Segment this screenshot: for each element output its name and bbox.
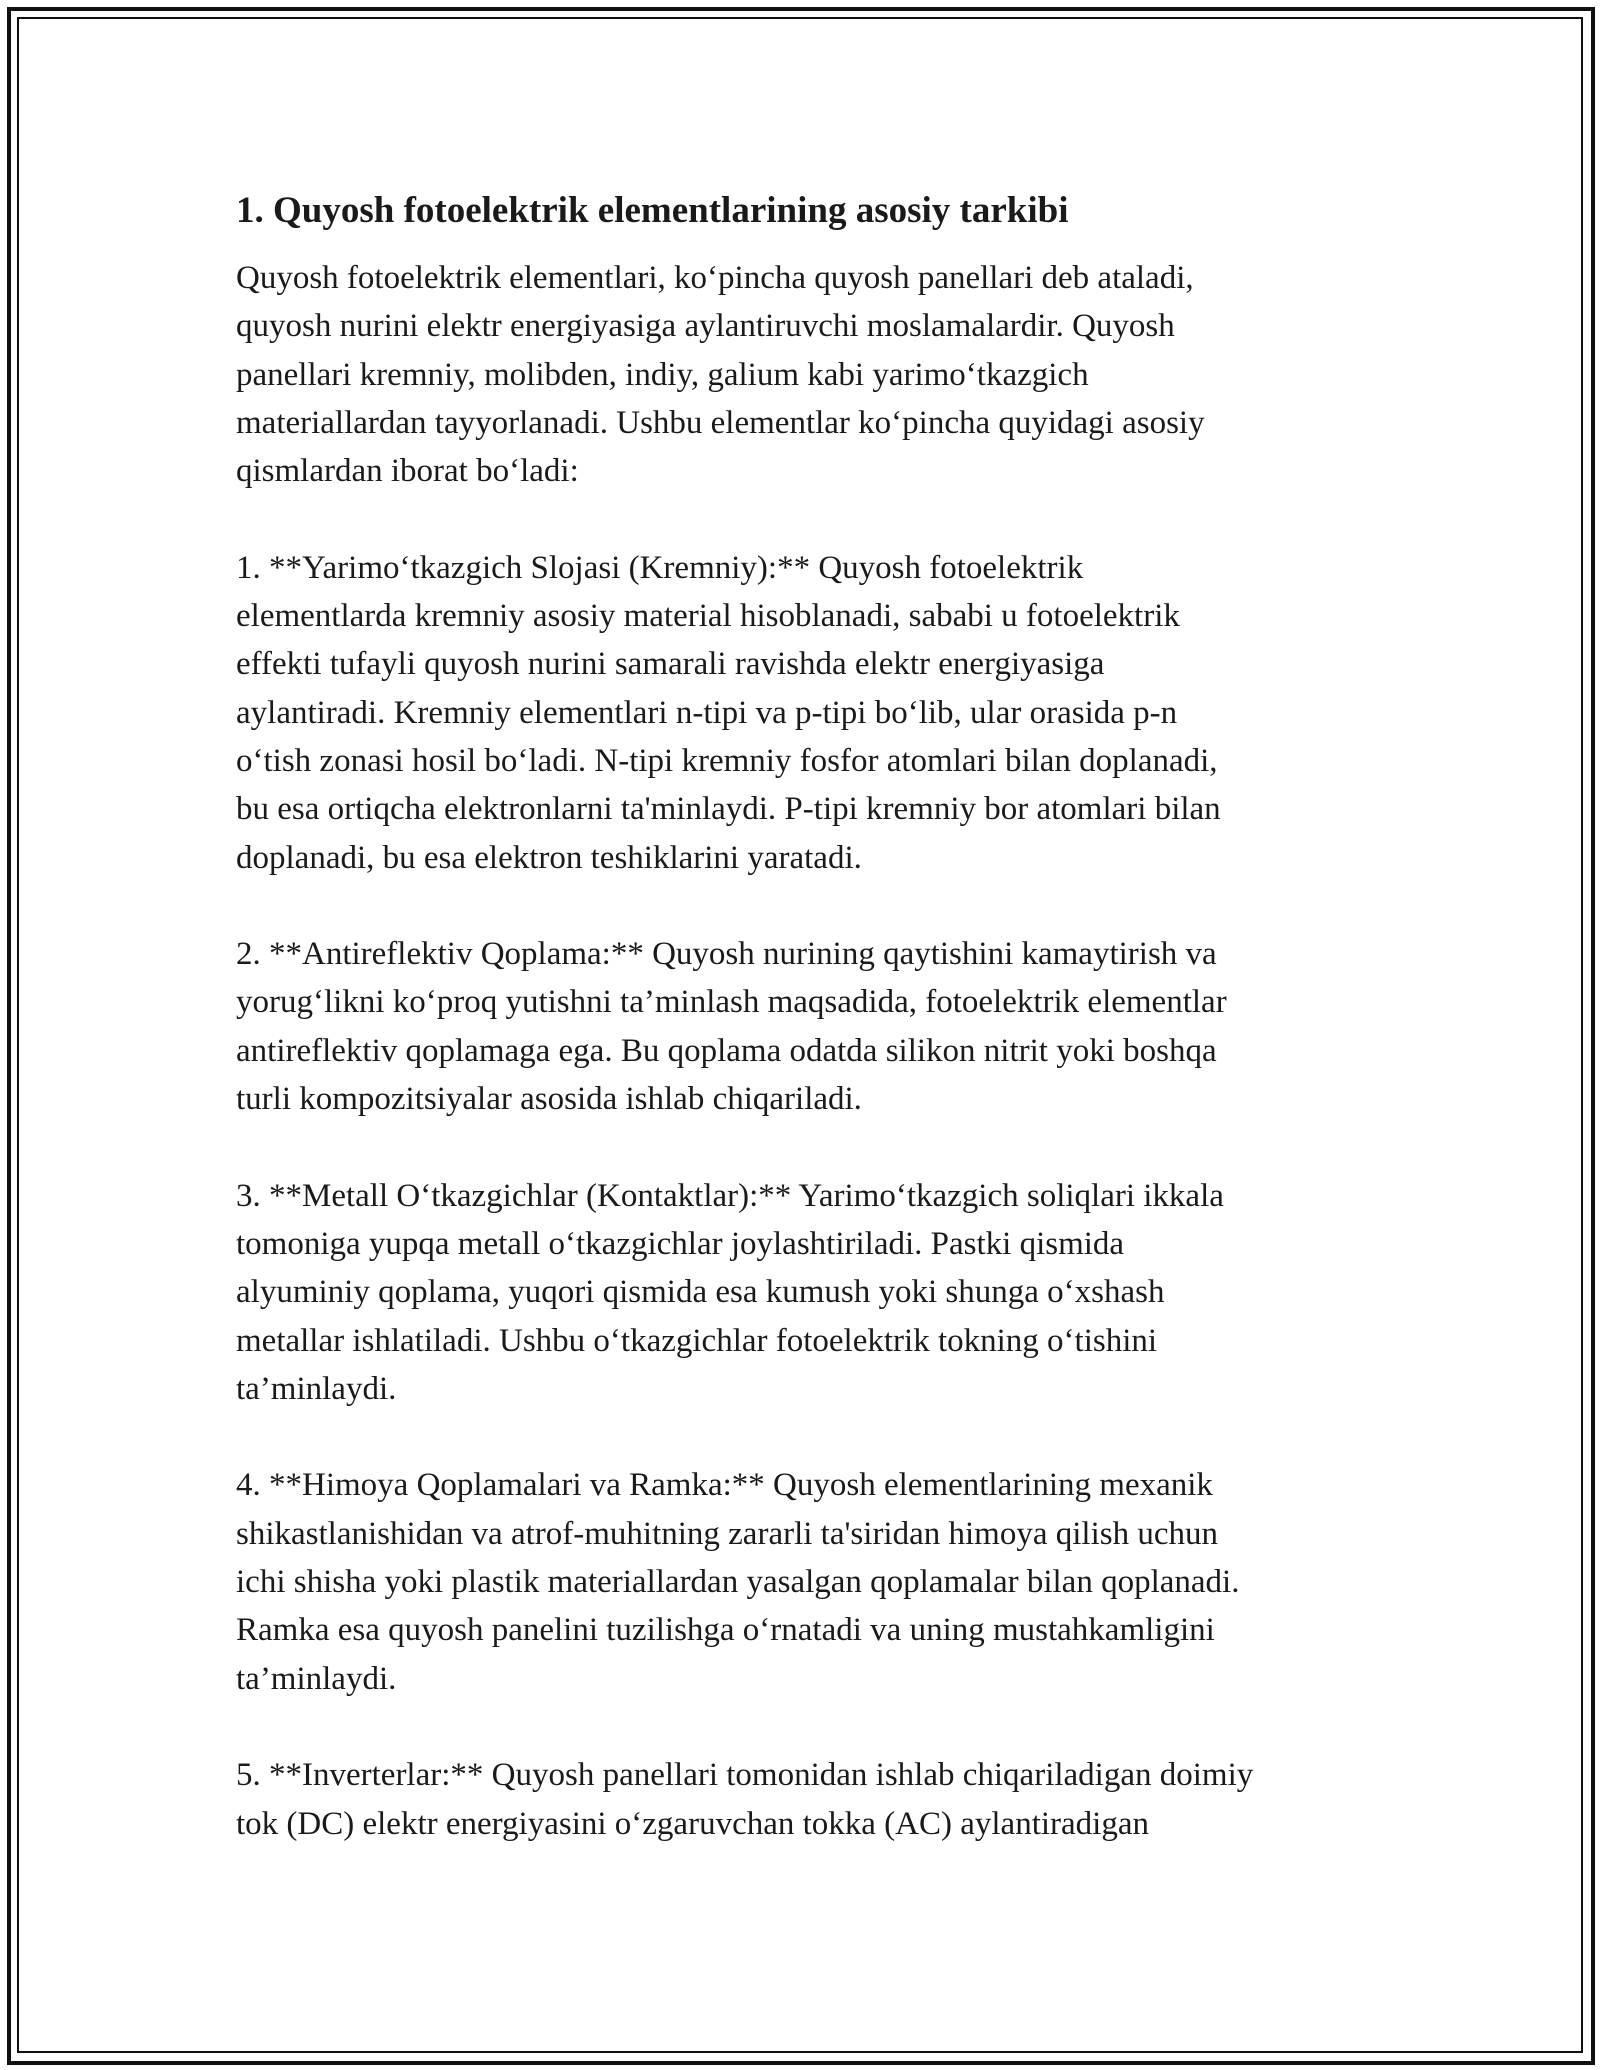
list-item-protective-coatings-frame <box>236 1461 1376 1702</box>
text-line: ta’minlaydi. <box>236 1660 397 1697</box>
text-line: effekti tufayli quyosh nurini samarali ravishda elektr energiyasiga <box>236 646 1105 683</box>
text-line: o‘tish zonasi hosil bo‘ladi. N-tipi kremniy fosfor atomlari bilan doplanadi, <box>236 742 1218 779</box>
text-line: ichi shisha yoki plastik materiallardan yasalgan qoplamalar bilan qoplanadi. <box>236 1564 1240 1601</box>
list-item-antireflective-coating <box>236 930 1376 1123</box>
text-line: ta’minlaydi. <box>236 1370 397 1407</box>
intro-paragraph <box>236 254 1376 495</box>
text-line: antireflektiv qoplamaga ega. Bu qoplama odatda silikon nitrit yoki boshqa <box>236 1032 1217 1069</box>
text-line: panellari kremniy, molibden, indiy, galium kabi yarimo‘tkazgich <box>236 356 1089 393</box>
section-heading: 1. Quyosh fotoelektrik elementlarining asosiy tarkibi <box>236 190 1069 231</box>
text-line: alyuminiy qoplama, yuqori qismida esa kumush yoki shunga o‘xshash <box>236 1274 1165 1311</box>
text-line: doplanadi, bu esa elektron teshiklarini yaratadi. <box>236 839 862 876</box>
text-line: Quyosh fotoelektrik elementlari, ko‘pincha quyosh panellari deb ataladi, <box>236 260 1194 296</box>
text-line: tok (DC) elektr energiyasini o‘zgaruvchan tokka (AC) aylantiradigan <box>236 1805 1149 1842</box>
text-line: 2. **Antireflektiv Qoplama:** Quyosh nurining qaytishini kamaytirish va <box>236 936 1217 973</box>
list-item-inverters <box>236 1751 1376 1848</box>
text-line: 5. **Inverterlar:** Quyosh panellari tomonidan ishlab chiqariladigan doimiy <box>236 1757 1254 1794</box>
text-line: bu esa ortiqcha elektronlarni ta'minlaydi. P-tipi kremniy bor atomlari bilan <box>236 791 1221 828</box>
text-line: yorug‘likni ko‘proq yutishni ta’minlash maqsadida, fotoelektrik elementlar <box>236 984 1227 1021</box>
document-body <box>236 188 1376 1896</box>
list-item-semiconductor-layer <box>236 544 1376 882</box>
text-line: 3. **Metall O‘tkazgichlar (Kontaktlar):** Yarimo‘tkazgich soliqlari ikkala <box>236 1177 1224 1214</box>
text-line: aylantiradi. Kremniy elementlari n-tipi va p-tipi bo‘lib, ular orasida p-n <box>236 694 1178 731</box>
text-line: Ramka esa quyosh panelini tuzilishga o‘rnatadi va uning mustahkamligini <box>236 1612 1215 1649</box>
text-line: 4. **Himoya Qoplamalari va Ramka:** Quyosh elementlarining mexanik <box>236 1467 1213 1504</box>
text-line: turli kompozitsiyalar asosida ishlab chiqariladi. <box>236 1081 862 1118</box>
text-line: elementlarda kremniy asosiy material hisoblanadi, sababi u fotoelektrik <box>236 598 1180 635</box>
text-line: qismlardan iborat bo‘ladi: <box>236 453 579 490</box>
text-line: metallar ishlatiladi. Ushbu o‘tkazgichlar fotoelektrik tokning o‘tishini <box>236 1322 1158 1359</box>
text-line: 1. **Yarimo‘tkazgich Slojasi (Kremniy):** Quyosh fotoelektrik <box>236 549 1084 586</box>
text-line: materiallardan tayyorlanadi. Ushbu elementlar ko‘pincha quyidagi asosiy <box>236 404 1205 441</box>
list-item-metal-contacts <box>236 1172 1376 1413</box>
text-line: tomoniga yupqa metall o‘tkazgichlar joylashtiriladi. Pastki qismida <box>236 1225 1125 1262</box>
text-line: quyosh nurini elektr energiyasiga aylantiruvchi moslamalardir. Quyosh <box>236 308 1175 345</box>
text-line: shikastlanishidan va atrof-muhitning zararli ta'siridan himoya qilish uchun <box>236 1515 1218 1552</box>
